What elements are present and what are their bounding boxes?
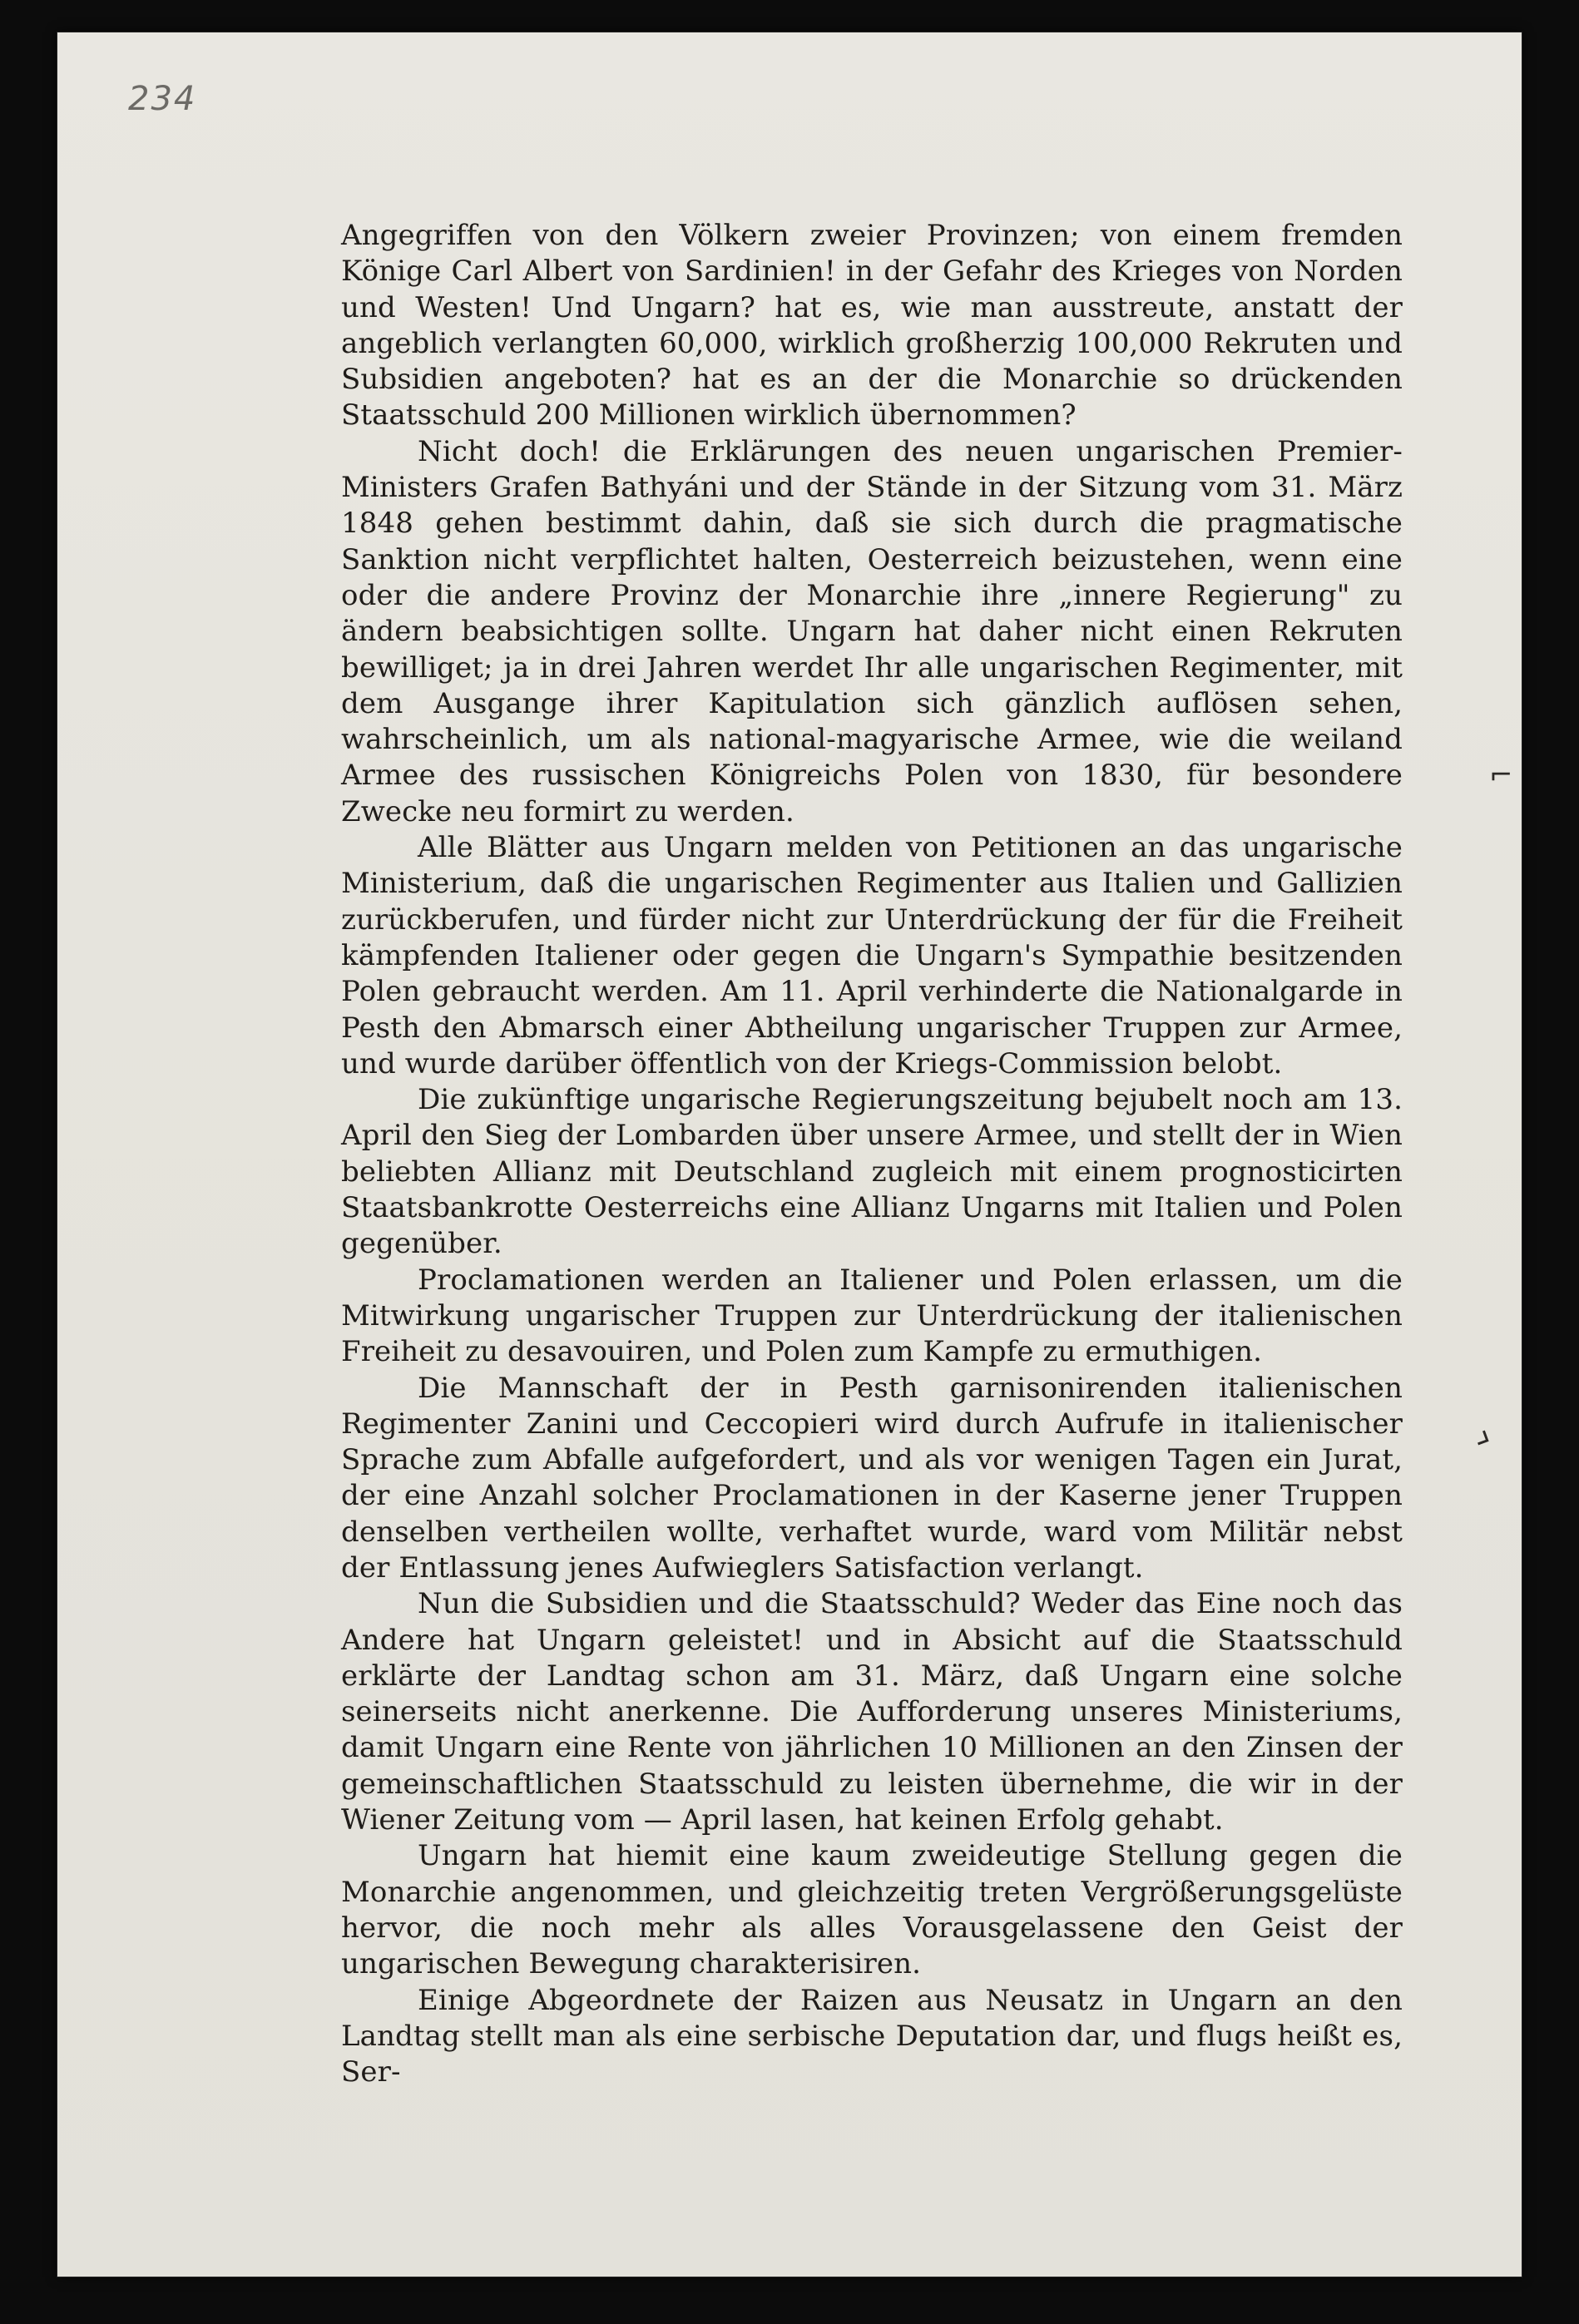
paragraph: Nun die Subsidien und die Staatsschuld? Weder das Eine noch das Andere hat Ungarn geleistet! und in Absicht auf die Staatsschuld erklärte der Landtag schon am 31. März, daß Ungarn eine solche seinerseits nicht anerkenne. Die Aufforderung unseres Ministeriums, damit Ungarn eine Rente von jährlichen 10 Millionen an den Zinsen der gemeinschaftlichen Staatsschuld zu leisten übernehme, die wir in der Wiener Zeitung vom — April lasen, hat keinen Erfolg gehabt. bbox=[341, 1587, 1403, 1837]
paragraph: Ungarn hat hiemit eine kaum zweideutige Stellung gegen die Monarchie angenommen, und gleichzeitig treten Vergrößerungsgelüste hervor, die noch mehr als alles Vorausgelassene den Geist der ungarischen Bewegung charakterisiren. bbox=[341, 1839, 1403, 1981]
paragraph: Die zukünftige ungarische Regierungszeitung bejubelt noch am 13. April den Sieg der Lombarden über unsere Armee, und stellt der in Wien beliebten Allianz mit Deutschland zugleich mit einem prognosticirten Staatsbankrotte Oesterreichs eine Allianz Ungarns mit Italien und Polen gegenüber. bbox=[341, 1083, 1403, 1261]
body-text bbox=[341, 218, 1403, 2090]
document-page bbox=[57, 32, 1522, 2277]
page-number: 234 bbox=[128, 80, 197, 118]
paragraph: Alle Blätter aus Ungarn melden von Petitionen an das ungarische Ministerium, daß die ungarischen Regimenter aus Italien und Gallizien zurückberufen, und fürder nicht zur Unterdrückung der für die Freiheit kämpfenden Italiener oder gegen die Ungarn's Sympathie besitzenden Polen gebraucht werden. Am 11. April verhinderte die Nationalgarde in Pesth den Abmarsch einer Abtheilung ungarischer Truppen zur Armee, und wurde darüber öffentlich von der Kriegs-Commission belobt. bbox=[341, 831, 1403, 1080]
margin-mark-icon: ⌐ bbox=[1489, 759, 1513, 792]
paragraph: Nicht doch! die Erklärungen des neuen ungarischen Premier-Ministers Grafen Bathyáni und der Stände in der Sitzung vom 31. März 1848 gehen bestimmt dahin, daß sie sich durch die pragmatische Sanktion nicht verpflichtet halten, Oesterreich beizustehen, wenn eine oder die andere Provinz der Monarchie ihre „innere Regierung" zu ändern beabsichtigen sollte. Ungarn hat daher nicht einen Rekruten bewilliget; ja in drei Jahren werdet Ihr alle ungarischen Regimenter, mit dem Ausgange ihrer Kapitulation sich gänzlich auflösen sehen, wahrscheinlich, um als national-magyarische Armee, wie die weiland Armee des russischen Königreichs Polen von 1830, für besondere Zwecke neu formirt zu werden. bbox=[341, 434, 1403, 828]
margin-mark-icon: ⌟ bbox=[1464, 1407, 1494, 1451]
paragraph: Einige Abgeordnete der Raizen aus Neusatz in Ungarn an den Landtag stellt man als eine serbische Deputation dar, und flugs heißt es, Ser- bbox=[341, 1983, 1403, 2089]
paragraph: Angegriffen von den Völkern zweier Provinzen; von einem fremden Könige Carl Albert von Sardinien! in der Gefahr des Krieges von Norden und Westen! Und Ungarn? hat es, wie man ausstreute, anstatt der angeblich verlangten 60,000, wirklich großherzig 100,000 Rekruten und Subsidien angeboten? hat es an der die Monarchie so drückenden Staatsschuld 200 Millionen wirklich übernommen? bbox=[341, 219, 1403, 433]
paragraph: Proclamationen werden an Italiener und Polen erlassen, um die Mitwirkung ungarischer Truppen zur Unterdrückung der italienischen Freiheit zu desavouiren, und Polen zum Kampfe zu ermuthigen. bbox=[341, 1263, 1403, 1369]
paragraph: Die Mannschaft der in Pesth garnisonirenden italienischen Regimenter Zanini und Ceccopieri wird durch Aufrufe in italienischer Sprache zum Abfalle aufgefordert, und als vor wenigen Tagen ein Jurat, der eine Anzahl solcher Proclamationen in der Kaserne jener Truppen denselben vertheilen wollte, verhaftet wurde, ward vom Militär nebst der Entlassung jenes Aufwieglers Satisfaction verlangt. bbox=[341, 1371, 1403, 1585]
